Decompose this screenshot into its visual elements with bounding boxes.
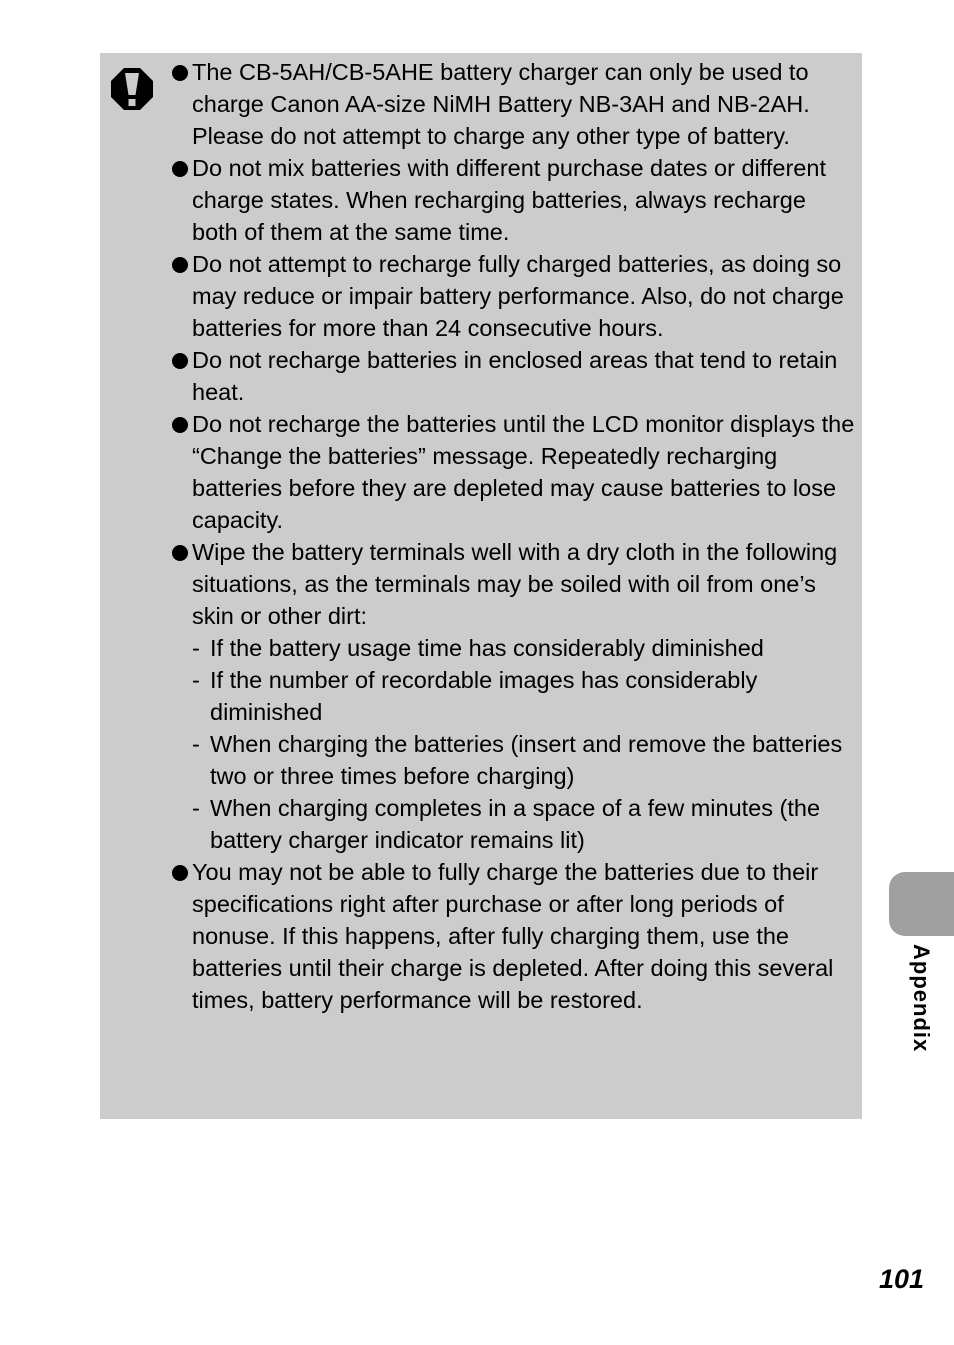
bullet-icon [172, 417, 188, 433]
caution-item-text: Do not mix batteries with different purchase dates or different charge states. When recharging batteries, always recharge both of them at the same time. [192, 155, 826, 245]
caution-item [170, 408, 856, 536]
caution-item-text: Wipe the battery terminals well with a dry cloth in the following situations, as the terminals may be soiled with oil from one’s skin or other dirt: [192, 539, 838, 629]
caution-item [170, 536, 856, 856]
situation-text: If the number of recordable images has considerably diminished [210, 667, 758, 725]
dash-marker: - [192, 635, 200, 661]
situation-text: When charging the batteries (insert and remove the batteries two or three times before charging) [210, 731, 843, 789]
situation-text: When charging completes in a space of a few minutes (the battery charger indicator remains lit) [210, 795, 821, 853]
caution-item [170, 152, 856, 248]
bullet-icon [172, 257, 188, 273]
caution-list [170, 56, 856, 1016]
dash-marker: - [192, 667, 200, 693]
caution-item [170, 856, 856, 1016]
caution-item [170, 248, 856, 344]
situation-text: If the battery usage time has considerably diminished [210, 635, 764, 661]
situation-list [192, 632, 856, 856]
caution-item-text: Do not recharge the batteries until the LCD monitor displays the “Change the batteries” message. Repeatedly recharging batteries before they are depleted may cause batteries to lose capacity. [192, 411, 855, 533]
page-number: 101 [878, 1264, 924, 1294]
caution-box [100, 53, 862, 1119]
caution-item-text: You may not be able to fully charge the batteries due to their specifications right after purchase or after long periods of nonuse. If this happens, after fully charging them, use the batteries until their charge is depleted. After doing this several times, battery performance will be restored. [192, 859, 834, 1013]
caution-item-text: Do not attempt to recharge fully charged batteries, as doing so may reduce or impair battery performance. Also, do not charge batteries for more than 24 consecutive hours. [192, 251, 844, 341]
situation-item [192, 792, 856, 856]
situation-item [192, 664, 856, 728]
caution-item [170, 344, 856, 408]
situation-item [192, 632, 856, 664]
dash-marker: - [192, 795, 200, 821]
bullet-icon [172, 65, 188, 81]
caution-item-text: The CB-5AH/CB-5AHE battery charger can only be used to charge Canon AA-size NiMH Battery NB-3AH and NB-2AH. Please do not attempt to charge any other type of battery. [192, 59, 810, 149]
situation-item [192, 728, 856, 792]
dash-marker: - [192, 731, 200, 757]
section-tab [889, 872, 954, 936]
caution-item [170, 56, 856, 152]
bullet-icon [172, 545, 188, 561]
caution-icon [110, 67, 154, 111]
section-tab-label: Appendix [909, 944, 934, 1053]
bullet-icon [172, 161, 188, 177]
bullet-icon [172, 353, 188, 369]
caution-item-text: Do not recharge batteries in enclosed areas that tend to retain heat. [192, 347, 838, 405]
bullet-icon [172, 865, 188, 881]
